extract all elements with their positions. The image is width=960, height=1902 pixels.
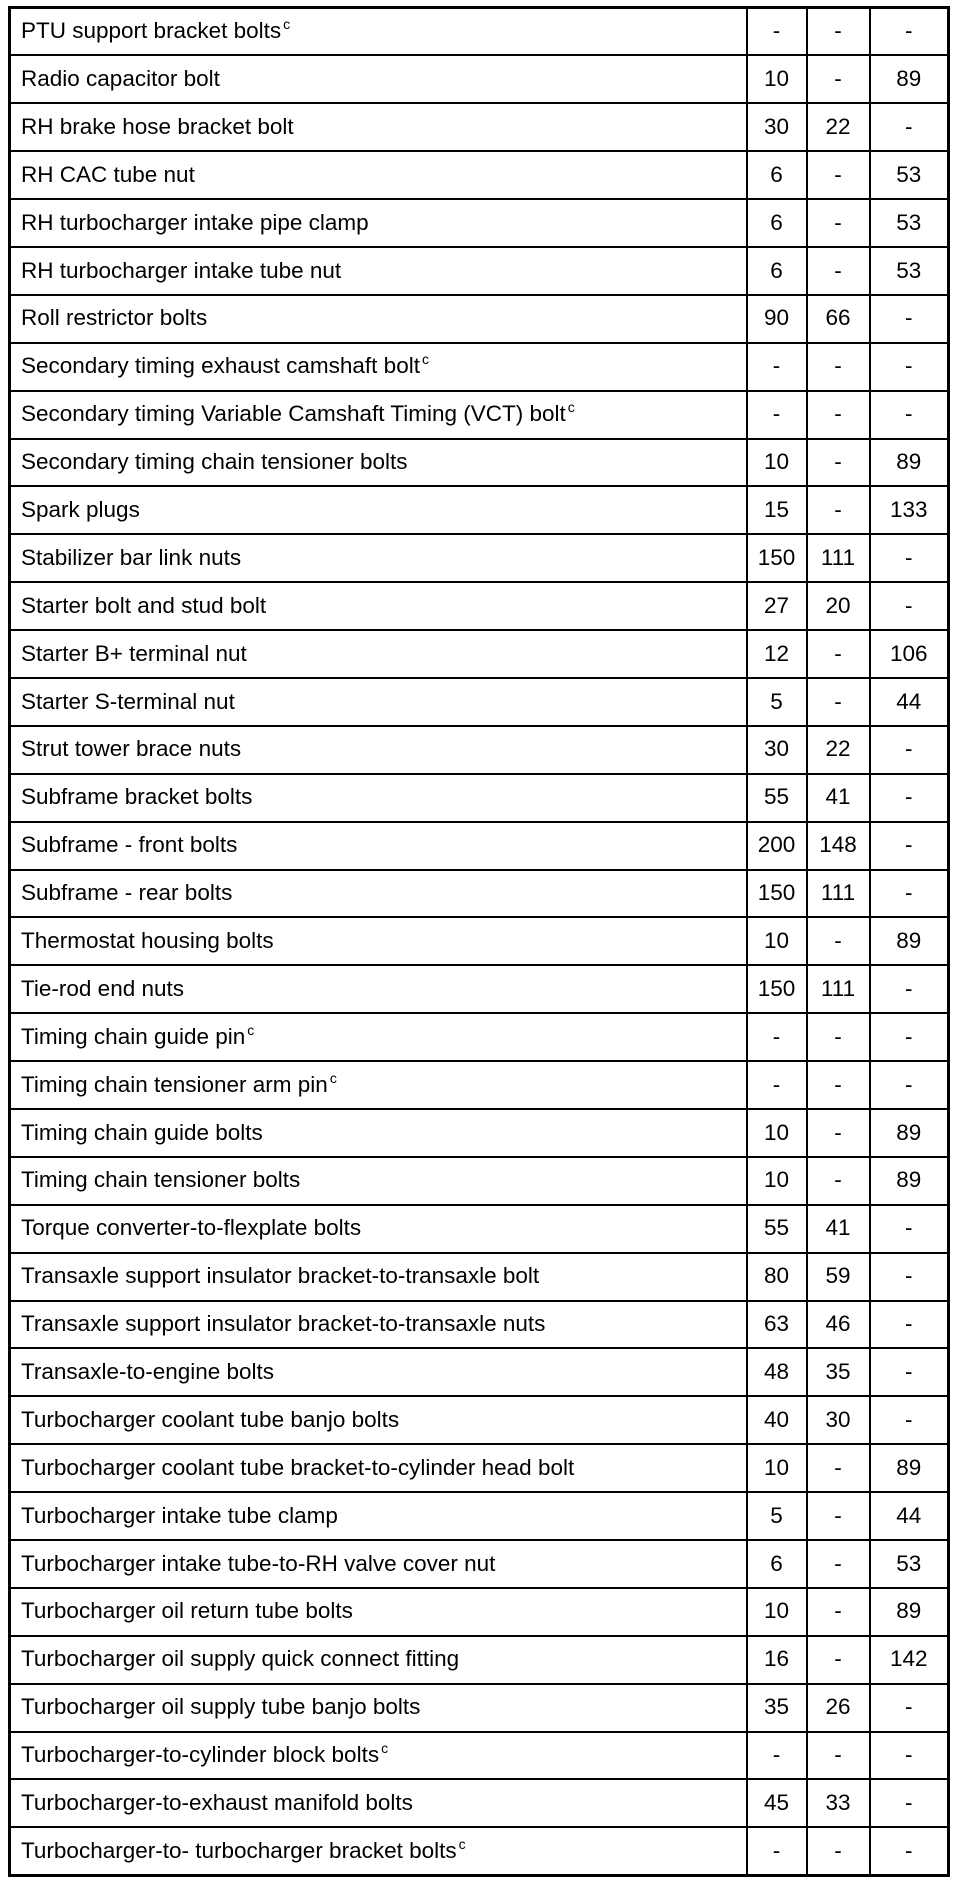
- component-description: Turbocharger oil supply quick connect fitting: [21, 1646, 460, 1672]
- component-description: Radio capacitor bolt: [21, 65, 220, 91]
- component-description: Timing chain tensioner arm pin: [21, 1071, 328, 1097]
- torque-lbft-cell: -: [807, 630, 870, 678]
- component-description: Turbocharger intake tube-to-RH valve cover nut: [21, 1550, 496, 1576]
- table-row: [10, 630, 949, 678]
- torque-lbin-cell: 89: [870, 1588, 949, 1636]
- component-description-cell: [10, 1540, 747, 1588]
- torque-lbft-cell: -: [807, 1492, 870, 1540]
- table-row: [10, 8, 949, 56]
- component-description-cell: [10, 1205, 747, 1253]
- component-description-cell: [10, 103, 747, 151]
- torque-lbin-cell: -: [870, 1013, 949, 1061]
- component-description: Turbocharger oil supply tube banjo bolts: [21, 1694, 421, 1720]
- torque-nm-cell: 30: [747, 726, 807, 774]
- torque-lbin-cell: -: [870, 965, 949, 1013]
- torque-lbin-cell: -: [870, 8, 949, 56]
- component-description-cell: [10, 1109, 747, 1157]
- table-row: [10, 1253, 949, 1301]
- torque-lbft-cell: 26: [807, 1684, 870, 1732]
- torque-lbft-cell: -: [807, 1157, 870, 1205]
- torque-lbin-cell: 133: [870, 486, 949, 534]
- torque-nm-cell: -: [747, 391, 807, 439]
- component-description: Timing chain guide bolts: [21, 1119, 263, 1145]
- torque-spec-table-body: [10, 8, 949, 1876]
- component-description: Starter bolt and stud bolt: [21, 592, 267, 618]
- torque-lbft-cell: 111: [807, 965, 870, 1013]
- component-description-cell: [10, 1253, 747, 1301]
- torque-lbin-cell: 53: [870, 1540, 949, 1588]
- table-row: [10, 870, 949, 918]
- footnote-marker: c: [567, 399, 575, 416]
- component-description: Turbocharger coolant tube bracket-to-cylinder head bolt: [21, 1454, 575, 1480]
- torque-lbin-cell: -: [870, 1301, 949, 1349]
- component-description: RH turbocharger intake pipe clamp: [21, 209, 369, 235]
- component-description-cell: [10, 1301, 747, 1349]
- torque-lbin-cell: -: [870, 1732, 949, 1780]
- table-row: [10, 55, 949, 103]
- torque-lbin-cell: -: [870, 1684, 949, 1732]
- table-row: [10, 678, 949, 726]
- table-row: [10, 295, 949, 343]
- component-description: Stabilizer bar link nuts: [21, 544, 242, 570]
- torque-nm-cell: 10: [747, 55, 807, 103]
- torque-lbft-cell: -: [807, 1827, 870, 1875]
- torque-lbin-cell: -: [870, 1348, 949, 1396]
- table-row: [10, 1205, 949, 1253]
- component-description-cell: [10, 822, 747, 870]
- component-description-cell: [10, 965, 747, 1013]
- component-description-cell: [10, 8, 747, 56]
- component-description-cell: [10, 55, 747, 103]
- torque-lbft-cell: 148: [807, 822, 870, 870]
- table-row: [10, 1061, 949, 1109]
- component-description: Transaxle support insulator bracket-to-transaxle nuts: [21, 1311, 546, 1337]
- torque-nm-cell: 5: [747, 678, 807, 726]
- torque-nm-cell: 45: [747, 1779, 807, 1827]
- component-description: RH CAC tube nut: [21, 161, 195, 187]
- component-description: Transaxle-to-engine bolts: [21, 1359, 275, 1384]
- torque-lbft-cell: -: [807, 1013, 870, 1061]
- torque-lbft-cell: -: [807, 1540, 870, 1588]
- component-description-cell: [10, 295, 747, 343]
- torque-lbft-cell: 30: [807, 1396, 870, 1444]
- table-row: [10, 582, 949, 630]
- torque-lbft-cell: -: [807, 678, 870, 726]
- torque-lbft-cell: 35: [807, 1348, 870, 1396]
- component-description-cell: [10, 1636, 747, 1684]
- component-description-cell: [10, 1157, 747, 1205]
- table-row: [10, 965, 949, 1013]
- footnote-marker: c: [283, 16, 291, 33]
- torque-lbin-cell: -: [870, 295, 949, 343]
- torque-lbin-cell: 142: [870, 1636, 949, 1684]
- torque-nm-cell: 10: [747, 1157, 807, 1205]
- torque-nm-cell: 150: [747, 870, 807, 918]
- component-description-cell: [10, 534, 747, 582]
- component-description-cell: [10, 630, 747, 678]
- torque-lbft-cell: -: [807, 486, 870, 534]
- torque-nm-cell: -: [747, 8, 807, 56]
- torque-nm-cell: 16: [747, 1636, 807, 1684]
- torque-lbin-cell: -: [870, 1827, 949, 1875]
- component-description: RH turbocharger intake tube nut: [21, 257, 342, 283]
- torque-lbin-cell: 89: [870, 917, 949, 965]
- torque-nm-cell: -: [747, 1827, 807, 1875]
- footnote-marker: c: [381, 1740, 389, 1757]
- torque-lbft-cell: -: [807, 1061, 870, 1109]
- torque-lbft-cell: 41: [807, 774, 870, 822]
- footnote-marker: c: [458, 1835, 466, 1852]
- torque-lbft-cell: -: [807, 1444, 870, 1492]
- torque-lbft-cell: -: [807, 55, 870, 103]
- component-description: Subframe - front bolts: [21, 832, 238, 858]
- torque-nm-cell: 200: [747, 822, 807, 870]
- table-row: [10, 151, 949, 199]
- component-description: Turbocharger coolant tube banjo bolts: [21, 1406, 400, 1432]
- component-description-cell: [10, 1013, 747, 1061]
- table-row: [10, 1540, 949, 1588]
- component-description-cell: [10, 151, 747, 199]
- torque-lbin-cell: -: [870, 582, 949, 630]
- component-description-cell: [10, 1779, 747, 1827]
- torque-lbin-cell: 44: [870, 678, 949, 726]
- table-row: [10, 534, 949, 582]
- table-row: [10, 1684, 949, 1732]
- torque-lbin-cell: -: [870, 774, 949, 822]
- torque-lbin-cell: 53: [870, 151, 949, 199]
- torque-lbft-cell: 66: [807, 295, 870, 343]
- torque-lbin-cell: -: [870, 822, 949, 870]
- torque-lbft-cell: -: [807, 1109, 870, 1157]
- torque-lbft-cell: -: [807, 247, 870, 295]
- torque-lbin-cell: -: [870, 1396, 949, 1444]
- torque-lbft-cell: -: [807, 1732, 870, 1780]
- component-description: Subframe - rear bolts: [21, 880, 233, 906]
- torque-nm-cell: 10: [747, 439, 807, 487]
- table-row: [10, 1827, 949, 1875]
- component-description-cell: [10, 1444, 747, 1492]
- torque-nm-cell: 63: [747, 1301, 807, 1349]
- component-description: Strut tower brace nuts: [21, 736, 242, 762]
- component-description-cell: [10, 1396, 747, 1444]
- torque-lbin-cell: -: [870, 870, 949, 918]
- component-description: Starter S-terminal nut: [21, 688, 235, 714]
- component-description: Thermostat housing bolts: [21, 927, 274, 953]
- component-description: Transaxle support insulator bracket-to-transaxle bolt: [21, 1263, 540, 1289]
- torque-lbft-cell: -: [807, 343, 870, 391]
- component-description-cell: [10, 247, 747, 295]
- torque-lbft-cell: 33: [807, 1779, 870, 1827]
- torque-nm-cell: 35: [747, 1684, 807, 1732]
- table-row: [10, 486, 949, 534]
- component-description: Timing chain tensioner bolts: [21, 1167, 301, 1193]
- torque-nm-cell: 150: [747, 965, 807, 1013]
- footnote-marker: c: [329, 1069, 337, 1086]
- table-row: [10, 1157, 949, 1205]
- torque-nm-cell: 55: [747, 1205, 807, 1253]
- component-description: Roll restrictor bolts: [21, 305, 208, 331]
- component-description-cell: [10, 439, 747, 487]
- torque-nm-cell: 12: [747, 630, 807, 678]
- torque-lbin-cell: -: [870, 1205, 949, 1253]
- component-description-cell: [10, 917, 747, 965]
- torque-lbin-cell: -: [870, 1061, 949, 1109]
- component-description: Subframe bracket bolts: [21, 784, 253, 810]
- table-row: [10, 917, 949, 965]
- torque-lbin-cell: 89: [870, 1444, 949, 1492]
- torque-nm-cell: 10: [747, 917, 807, 965]
- torque-lbft-cell: 20: [807, 582, 870, 630]
- torque-lbin-cell: -: [870, 1779, 949, 1827]
- component-description-cell: [10, 726, 747, 774]
- component-description-cell: [10, 870, 747, 918]
- torque-nm-cell: 15: [747, 486, 807, 534]
- torque-lbin-cell: -: [870, 726, 949, 774]
- torque-nm-cell: 150: [747, 534, 807, 582]
- torque-lbin-cell: -: [870, 103, 949, 151]
- torque-lbft-cell: -: [807, 199, 870, 247]
- torque-lbin-cell: 89: [870, 1109, 949, 1157]
- torque-lbft-cell: -: [807, 391, 870, 439]
- torque-lbft-cell: -: [807, 439, 870, 487]
- table-row: [10, 247, 949, 295]
- component-description: Turbocharger-to-exhaust manifold bolts: [21, 1790, 413, 1816]
- component-description: Timing chain guide pin: [21, 1023, 246, 1049]
- table-row: [10, 726, 949, 774]
- torque-lbin-cell: 89: [870, 55, 949, 103]
- table-row: [10, 343, 949, 391]
- table-row: [10, 1732, 949, 1780]
- torque-nm-cell: 10: [747, 1444, 807, 1492]
- table-row: [10, 1109, 949, 1157]
- component-description: Tie-rod end nuts: [21, 975, 185, 1001]
- torque-nm-cell: -: [747, 1732, 807, 1780]
- torque-lbft-cell: -: [807, 8, 870, 56]
- table-row: [10, 391, 949, 439]
- component-description-cell: [10, 199, 747, 247]
- torque-lbft-cell: 41: [807, 1205, 870, 1253]
- torque-nm-cell: 10: [747, 1588, 807, 1636]
- torque-lbft-cell: 22: [807, 726, 870, 774]
- torque-lbin-cell: 89: [870, 439, 949, 487]
- table-row: [10, 1444, 949, 1492]
- component-description-cell: [10, 1732, 747, 1780]
- component-description-cell: [10, 1061, 747, 1109]
- footnote-marker: c: [247, 1021, 255, 1038]
- table-row: [10, 439, 949, 487]
- torque-lbft-cell: -: [807, 1588, 870, 1636]
- component-description: Turbocharger-to-cylinder block bolts: [21, 1742, 380, 1768]
- component-description-cell: [10, 678, 747, 726]
- component-description: Secondary timing exhaust camshaft bolt: [21, 353, 420, 379]
- torque-nm-cell: -: [747, 1061, 807, 1109]
- torque-lbft-cell: -: [807, 151, 870, 199]
- component-description-cell: [10, 1588, 747, 1636]
- table-row: [10, 1348, 949, 1396]
- torque-lbin-cell: 44: [870, 1492, 949, 1540]
- torque-nm-cell: 30: [747, 103, 807, 151]
- table-row: [10, 1013, 949, 1061]
- component-description: Secondary timing Variable Camshaft Timing (VCT) bolt: [21, 401, 566, 427]
- table-row: [10, 1588, 949, 1636]
- torque-lbft-cell: 22: [807, 103, 870, 151]
- component-description-cell: [10, 486, 747, 534]
- table-row: [10, 822, 949, 870]
- torque-lbft-cell: 111: [807, 870, 870, 918]
- table-row: [10, 1779, 949, 1827]
- torque-lbft-cell: 111: [807, 534, 870, 582]
- table-row: [10, 774, 949, 822]
- torque-lbin-cell: 89: [870, 1157, 949, 1205]
- torque-lbft-cell: 59: [807, 1253, 870, 1301]
- torque-nm-cell: 40: [747, 1396, 807, 1444]
- torque-nm-cell: -: [747, 343, 807, 391]
- torque-lbin-cell: -: [870, 343, 949, 391]
- table-row: [10, 1301, 949, 1349]
- component-description: Torque converter-to-flexplate bolts: [21, 1215, 362, 1241]
- component-description: Turbocharger intake tube clamp: [21, 1502, 338, 1528]
- component-description: Spark plugs: [21, 496, 140, 522]
- table-row: [10, 1636, 949, 1684]
- table-row: [10, 199, 949, 247]
- component-description-cell: [10, 1684, 747, 1732]
- torque-lbin-cell: 53: [870, 199, 949, 247]
- component-description: Turbocharger-to- turbocharger bracket bolts: [21, 1837, 457, 1863]
- torque-lbin-cell: -: [870, 391, 949, 439]
- table-row: [10, 1492, 949, 1540]
- torque-nm-cell: 5: [747, 1492, 807, 1540]
- torque-spec-table: [8, 6, 950, 1877]
- component-description-cell: [10, 774, 747, 822]
- component-description: PTU support bracket bolts: [21, 18, 282, 44]
- torque-nm-cell: 90: [747, 295, 807, 343]
- torque-nm-cell: 6: [747, 247, 807, 295]
- component-description-cell: [10, 343, 747, 391]
- component-description: Starter B+ terminal nut: [21, 640, 247, 666]
- torque-nm-cell: 6: [747, 199, 807, 247]
- torque-nm-cell: 6: [747, 1540, 807, 1588]
- torque-nm-cell: 6: [747, 151, 807, 199]
- component-description-cell: [10, 1827, 747, 1875]
- torque-nm-cell: 55: [747, 774, 807, 822]
- table-row: [10, 1396, 949, 1444]
- table-row: [10, 103, 949, 151]
- torque-nm-cell: 27: [747, 582, 807, 630]
- torque-lbin-cell: -: [870, 534, 949, 582]
- torque-lbin-cell: 106: [870, 630, 949, 678]
- component-description-cell: [10, 1492, 747, 1540]
- torque-lbft-cell: 46: [807, 1301, 870, 1349]
- component-description: Secondary timing chain tensioner bolts: [21, 449, 408, 475]
- torque-nm-cell: 48: [747, 1348, 807, 1396]
- torque-nm-cell: 10: [747, 1109, 807, 1157]
- torque-lbin-cell: -: [870, 1253, 949, 1301]
- torque-nm-cell: 80: [747, 1253, 807, 1301]
- component-description-cell: [10, 1348, 747, 1396]
- component-description: Turbocharger oil return tube bolts: [21, 1598, 353, 1624]
- component-description-cell: [10, 391, 747, 439]
- component-description: RH brake hose bracket bolt: [21, 113, 294, 139]
- footnote-marker: c: [421, 351, 429, 368]
- torque-lbft-cell: -: [807, 1636, 870, 1684]
- torque-lbin-cell: 53: [870, 247, 949, 295]
- torque-nm-cell: -: [747, 1013, 807, 1061]
- torque-lbft-cell: -: [807, 917, 870, 965]
- component-description-cell: [10, 582, 747, 630]
